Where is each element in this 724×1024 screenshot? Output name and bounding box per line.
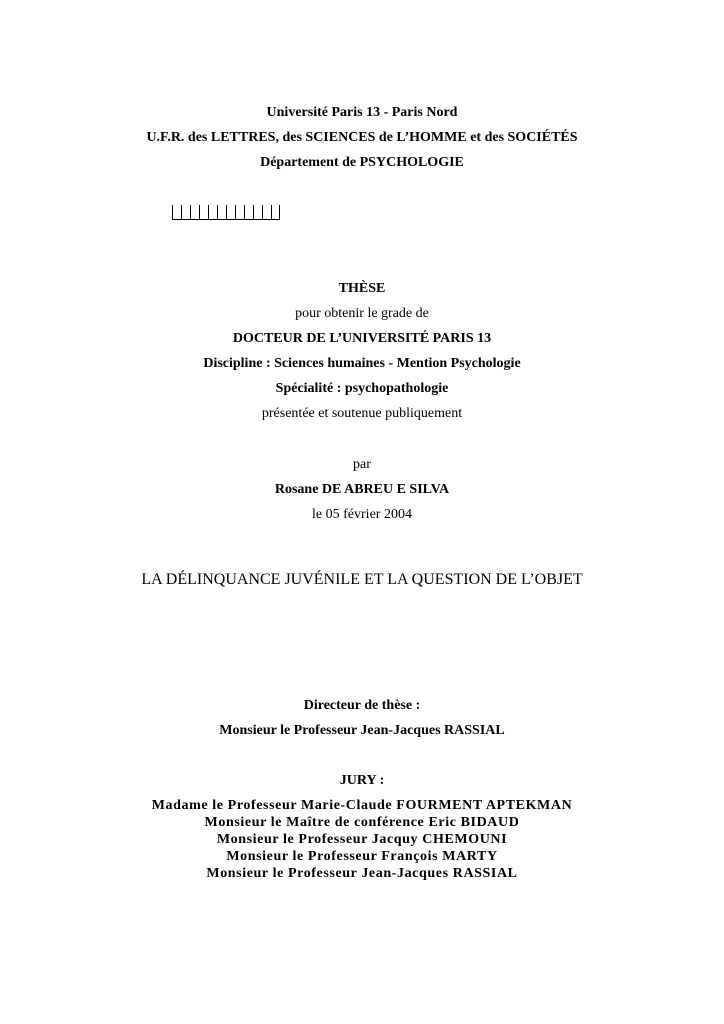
director-name: Monsieur le Professeur Jean-Jacques RASSIAL [219, 723, 505, 738]
director-label: Directeur de thèse : [303, 698, 421, 713]
registration-cell [172, 205, 181, 219]
registration-cell [208, 205, 217, 219]
department-name: Département de PSYCHOLOGIE [260, 155, 464, 170]
jury-label: JURY : [339, 773, 385, 788]
registration-cell [253, 205, 262, 219]
thesis-heading: THÈSE [338, 281, 386, 296]
registration-cell [181, 205, 190, 219]
jury-member: Madame le Professeur Marie-Claude FOURMENT APTEKMAN [151, 798, 573, 813]
by-label: par [353, 457, 371, 472]
registration-cell [226, 205, 235, 219]
discipline: Discipline : Sciences humaines - Mention Psychologie [203, 356, 521, 371]
registration-cell [271, 205, 280, 219]
registration-cell [199, 205, 208, 219]
specialty: Spécialité : psychopathologie [275, 381, 449, 396]
author-name: Rosane DE ABREU E SILVA [274, 482, 450, 497]
jury-member: Monsieur le Maître de conférence Eric BIDAUD [204, 815, 520, 830]
jury-member: Monsieur le Professeur Jacquy CHEMOUNI [216, 832, 508, 847]
university-name: Université Paris 13 - Paris Nord [266, 105, 458, 120]
defense-date: le 05 février 2004 [312, 507, 412, 522]
jury-member: Monsieur le Professeur Jean-Jacques RASSIAL [206, 866, 518, 881]
degree-name: DOCTEUR DE L’UNIVERSITÉ PARIS 13 [232, 331, 492, 346]
registration-cell [217, 205, 226, 219]
registration-cell [235, 205, 244, 219]
ufr-name: U.F.R. des LETTRES, des SCIENCES de L’HOMME et des SOCIÉTÉS [146, 130, 578, 145]
jury-member: Monsieur le Professeur François MARTY [226, 849, 498, 864]
registration-cell [244, 205, 253, 219]
registration-number-box [172, 205, 280, 220]
presentation-note: présentée et soutenue publiquement [261, 406, 463, 421]
thesis-purpose: pour obtenir le grade de [295, 306, 429, 321]
thesis-title: LA DÉLINQUANCE JUVÉNILE ET LA QUESTION DE L’OBJET [141, 571, 583, 588]
registration-cell [262, 205, 271, 219]
registration-cell [190, 205, 199, 219]
